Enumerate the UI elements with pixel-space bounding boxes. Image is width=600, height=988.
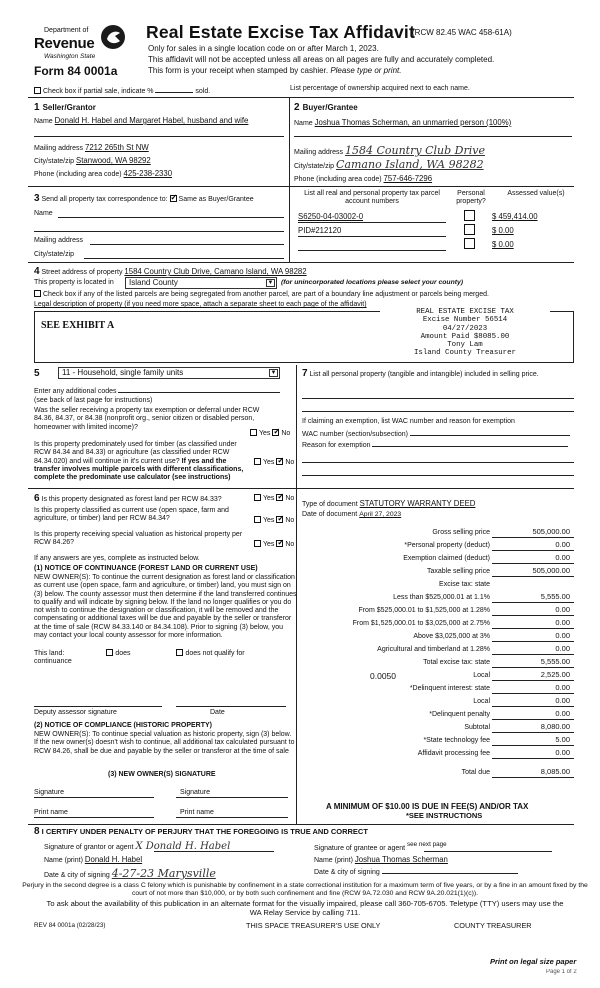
- dropdown-arrow-icon: ▼: [270, 370, 277, 376]
- tax-row: [298, 683, 576, 696]
- tax-row-label: *Delinquent penalty: [429, 711, 490, 718]
- compliance-text: NEW OWNER(S): To continue special valuation as historic property, sign (3) below. If the new owner(s) doesn't wish to continue, all additional tax calculated pursuant to RCW 84.26, shall be due and payable by the seller or transferor at the time of sale: [34, 731, 295, 755]
- continuance-text: NEW OWNER(S): To continue the current designation as forest land or classification as current use (open space, farm and agriculture, or timber) land, you must sign on (3) below. The county assessor must then determine if the land transferred continues to qualify and will indicate by signing below. If the land no longer qualifies or you do not wish to continue the designation or classification, it will be removed and the compensating or additional taxes will be due and payable by the seller or transferor at the time of sale (RCW 84.33.140 or 84.34.108). Prior to signing (3) below, you may contact your local county assessor for more information.: [34, 574, 297, 639]
- county-note: (for unincorporated locations please select your county): [281, 279, 464, 286]
- seller-name-label: Name: [34, 118, 53, 125]
- tax-row-line: [492, 667, 574, 668]
- seller-mail-row: Mailing address 7212 265th St NW: [34, 143, 149, 152]
- tax-row-line: [492, 719, 574, 720]
- tax-row-label: Agricultural and timberland at 1.28%: [377, 646, 490, 653]
- buyer-name-field[interactable]: Joshua Thomas Scherman, an unmarried person (100%): [314, 118, 512, 127]
- grantor-name-row: Name (print) Donald H. Habel: [44, 855, 143, 864]
- buyer-phone-field[interactable]: 757-646-7296: [383, 174, 433, 183]
- tax-row-label: Total due: [461, 769, 490, 776]
- correspondence-row: 3 Send all property tax correspondence to: ✓ Same as Buyer/Grantee: [34, 193, 254, 205]
- parcel-col3-header: Assessed value(s): [507, 190, 565, 197]
- owner-print-label: Print name: [180, 809, 214, 816]
- tax-row-label: Excise tax: state: [439, 581, 490, 588]
- buyer-mail-field[interactable]: 1584 Country Club Drive: [344, 144, 485, 157]
- personal-property-checkbox[interactable]: [464, 238, 475, 249]
- rcw-reference: (RCW 82.45 WAC 458-61A): [412, 28, 512, 37]
- tax-row: [298, 527, 576, 540]
- form-number: Form 84 0001a: [34, 64, 118, 78]
- ownership-note: List percentage of ownership acquired next to each name.: [290, 85, 470, 92]
- tax-row-line: [492, 706, 574, 707]
- tax-row-value[interactable]: 0.00: [555, 605, 570, 614]
- parcel-col2-header: Personal property?: [456, 190, 486, 206]
- grantor-date-city[interactable]: 4-27-23 Marysville: [111, 867, 216, 880]
- section5-num: 5: [34, 368, 40, 379]
- exemption-question: Was the seller receiving a property tax exemption or deferral under RCW 84.36, 84.37, or 84.38 (nonprofit org., senior citizen or disabled person, homeowner with limited income)?: [34, 407, 260, 431]
- historic-question: Is this property receiving special valuation as historical property per RCW 84.26?: [34, 531, 243, 547]
- personal-property-question: 7 List all personal property (tangible and intangible) included in selling price.: [302, 368, 539, 379]
- exemption-no-checkbox[interactable]: [272, 429, 279, 436]
- yes-instruction: If any answers are yes, complete as instructed below.: [34, 555, 200, 562]
- buyer-mail-row: Mailing address 1584 Country Club Drive: [294, 144, 485, 157]
- buyer-heading: 2 Buyer/Grantee: [294, 102, 358, 113]
- forest-answer: Yes ✓ No: [254, 494, 294, 503]
- tax-row: [298, 644, 576, 657]
- tax-row-value[interactable]: 0.00: [555, 644, 570, 653]
- additional-codes-note: (see back of last page for instructions): [34, 397, 153, 404]
- tax-row-value[interactable]: 0.00: [555, 696, 570, 705]
- parcel-row: [298, 238, 578, 250]
- partial-sale-row: [34, 87, 210, 96]
- land-use-value: 11 - Household, single family units: [62, 368, 184, 378]
- parcel-row: [298, 210, 578, 222]
- treasurer-stamp: REAL ESTATE EXCISE TAX Excise Number 56514 04/27/2023 Amount Paid $8085.00 Tony Lam Island County Treasurer: [380, 308, 550, 358]
- tax-row-line: [492, 537, 574, 538]
- tax-row: [298, 566, 576, 579]
- dept-state: Washington State: [44, 53, 96, 60]
- does-qualify-checkbox[interactable]: [106, 649, 113, 656]
- historic-yes-checkbox[interactable]: [254, 540, 261, 547]
- partial-sale-sold: sold.: [195, 88, 211, 95]
- forest-question: 6 Is this property designated as forest land per RCW 84.33?: [34, 493, 222, 504]
- local-rate: 0.0050: [370, 671, 396, 681]
- tax-row: [298, 618, 576, 631]
- street-address-row: 4 Street address of property 1584 Country Club Drive, Camano Island, WA 98282: [34, 266, 307, 277]
- continuance-title: (1) NOTICE OF CONTINUANCE (FOREST LAND OR CURRENT USE): [34, 565, 258, 572]
- assessed-value[interactable]: $ 459,414.00: [492, 212, 538, 221]
- assessed-value[interactable]: $ 0.00: [492, 240, 514, 249]
- treasurer-use-label: THIS SPACE TREASURER'S USE ONLY: [246, 921, 381, 930]
- forest-no-checkbox[interactable]: [276, 494, 283, 501]
- county-value: Island County: [129, 278, 178, 288]
- tax-row-label: Subtotal: [464, 724, 490, 731]
- county-select[interactable]: [125, 277, 277, 289]
- tax-row-line: [492, 758, 574, 759]
- county-label: This property is located in: [34, 279, 114, 286]
- wac-number-row: WAC number (section/subsection): [302, 431, 570, 439]
- historic-answer: Yes ✓ No: [254, 540, 294, 549]
- dept-line2: Revenue: [34, 35, 95, 52]
- tax-row: [298, 631, 576, 644]
- county-treasurer-label: COUNTY TREASURER: [454, 921, 532, 930]
- tax-row-line: [492, 693, 574, 694]
- partial-sale-checkbox[interactable]: [34, 87, 41, 94]
- header-line2: This affidavit will not be accepted unless all areas on all pages are fully and accurately completed.: [148, 55, 495, 64]
- tax-row-line: [492, 654, 574, 655]
- seller-phone-row: Phone (including area code) 425-238-2330: [34, 169, 173, 178]
- tax-row-value[interactable]: 8,080.00: [540, 722, 570, 731]
- minimum-due-note: A MINIMUM OF $10.00 IS DUE IN FEE(S) AND/OR TAX: [326, 802, 529, 811]
- tax-row-value[interactable]: 505,000.00: [532, 566, 570, 575]
- tax-row: [298, 696, 576, 709]
- current-use-question: Is this property classified as current use (open space, farm and agriculture, or timber) land per RCW 84.34?: [34, 507, 229, 523]
- accessibility-notice: To ask about the availability of this publication in an alternate format for the visually impaired, please call 360-705-6705. Teletype (TTY) users may use the WA Relay Service by calling 711.: [46, 899, 564, 917]
- exemption-reason-row: Reason for exemption: [302, 442, 568, 450]
- seller-phone-field[interactable]: 425-238-2330: [123, 169, 173, 178]
- tax-row: [298, 670, 576, 683]
- deputy-date-label: Date: [210, 709, 225, 716]
- grantee-date-row: Date & city of signing: [314, 869, 518, 877]
- seller-name-field[interactable]: Donald H. Habel and Margaret Habel, husband and wife: [54, 116, 249, 125]
- tax-row: [298, 605, 576, 618]
- seller-city-field[interactable]: Stanwood, WA 98292: [76, 156, 151, 165]
- owner-signature-label: Signature: [180, 789, 210, 796]
- tax-row-value[interactable]: 5,555.00: [540, 592, 570, 601]
- land-qualify-row: This land: does does not qualify for: [34, 650, 245, 657]
- exemption-wac-note: If claiming an exemption, list WAC number and reason for exemption: [302, 418, 515, 425]
- tax-row-line: [492, 745, 574, 746]
- doc-date-field[interactable]: April 27, 2023: [359, 511, 402, 518]
- corr-city-label: City/state/zip: [34, 251, 75, 258]
- tax-row-label: Total excise tax: state: [423, 659, 490, 666]
- tax-row-line: [492, 563, 574, 564]
- certify-statement: 8 I CERTIFY UNDER PENALTY OF PERJURY THAT THE FOREGOING IS TRUE AND CORRECT: [34, 826, 368, 837]
- tax-row: [298, 592, 576, 605]
- timber-question: Is this property predominately used for timber (as classified under RCW 84.34 and 84.33) or agriculture (as classified under RCW 84.34.020) and will continue in it's current use? If yes and the transfer involves multiple parcels with different classifications, complete the predominate use calculator (see instructions): [34, 441, 244, 481]
- tax-row: [298, 722, 576, 735]
- tax-row-label: Local: [473, 698, 490, 705]
- grantee-name[interactable]: Joshua Thomas Scherman: [354, 855, 448, 864]
- receipt-note: This form is your receipt when stamped by cashier.: [148, 66, 329, 75]
- see-instructions: *SEE INSTRUCTIONS: [406, 811, 483, 820]
- legal-size-note: Print on legal size paper: [490, 958, 577, 966]
- tax-row-value[interactable]: 0.00: [555, 631, 570, 640]
- owner-print-label: Print name: [34, 809, 68, 816]
- logo-mark-icon: [100, 24, 126, 50]
- segregated-row: Check box if any of the listed parcels are being segregated from another parcel, are part of a boundary line adjustment or parcels being merged.: [34, 290, 584, 299]
- does-not-qualify-checkbox[interactable]: [176, 649, 183, 656]
- parcel-row: [298, 224, 578, 236]
- header-line3: [148, 66, 401, 75]
- historic-no-checkbox[interactable]: [276, 540, 283, 547]
- header-line1: Only for sales in a single location code on or after March 1, 2023.: [148, 44, 379, 53]
- tax-row-line: [492, 732, 574, 733]
- tax-calculation-table: [298, 527, 576, 805]
- compliance-title: (2) NOTICE OF COMPLIANCE (HISTORIC PROPERTY): [34, 722, 212, 729]
- grantee-name-row: Name (print) Joshua Thomas Scherman: [314, 855, 448, 864]
- same-as-buyer-checkbox[interactable]: [170, 195, 177, 202]
- dept-line1: Department of: [44, 27, 89, 34]
- tax-row-label: Above $3,025,000 at 3%: [413, 633, 490, 640]
- tax-row-line: [492, 550, 574, 551]
- tax-row-value[interactable]: 5.00: [555, 735, 570, 744]
- tax-row: [298, 540, 576, 553]
- tax-row-label: Less than $525,000.01 at 1.1%: [393, 594, 490, 601]
- form-title: Real Estate Excise Tax Affidavit: [146, 22, 416, 42]
- grantee-signature[interactable]: see next page: [407, 841, 447, 848]
- tax-row-line: [492, 628, 574, 629]
- doc-date-row: Date of document April 27, 2023: [302, 511, 402, 518]
- timber-yes-checkbox[interactable]: [254, 458, 261, 465]
- current-use-yes-checkbox[interactable]: [254, 516, 261, 523]
- current-use-answer: Yes ✓ No: [254, 516, 294, 525]
- buyer-city-field[interactable]: Camano Island, WA 98282: [336, 158, 484, 171]
- tax-row: [298, 657, 576, 670]
- tax-row: [298, 748, 576, 761]
- tax-row-label: Taxable selling price: [426, 568, 490, 575]
- seller-mail-field[interactable]: 7212 265th St NW: [84, 143, 149, 152]
- parcel-number[interactable]: PID#212120: [298, 226, 342, 235]
- parcel-number[interactable]: S6250-04-03002-0: [298, 212, 364, 221]
- tax-row-line: [492, 602, 574, 603]
- buyer-phone-row: Phone (including area code) 757-646-7296: [294, 174, 433, 183]
- land-use-select[interactable]: [58, 367, 280, 379]
- tax-row-value[interactable]: 8,085.00: [540, 767, 570, 776]
- segregated-checkbox[interactable]: [34, 290, 41, 297]
- seller-heading: 1 Seller/Grantor: [34, 102, 96, 113]
- deputy-signature-label: Deputy assessor signature: [34, 709, 117, 716]
- tax-row-value[interactable]: 0.00: [555, 709, 570, 718]
- tax-row-value[interactable]: 0.00: [555, 553, 570, 562]
- tax-row-line: [492, 615, 574, 616]
- print-note: Please type or print.: [330, 66, 402, 75]
- current-use-no-checkbox[interactable]: [276, 516, 283, 523]
- grantor-signature[interactable]: X Donald H. Habel: [135, 841, 231, 852]
- assessed-value[interactable]: $ 0.00: [492, 226, 514, 235]
- tax-row-value[interactable]: 0.00: [555, 748, 570, 757]
- legal-description-label: Legal description of property (if you need more space, attach a separate sheet to each page of the affidavit): [34, 301, 367, 308]
- tax-row: [298, 767, 576, 780]
- perjury-notice: Perjury in the second degree is a class C felony which is punishable by confinement in a state correctional institution for a maximum term of five years, or by a fine in an amount fixed by the court of not more than $10,000, or by both such confinement and fine (RCW 9A.72.030 and RCW 9A.20.021(1)(c)).: [22, 882, 588, 898]
- grantor-date-row: Date & city of signing 4-27-23 Marysville: [44, 867, 216, 880]
- tax-row-label: Affidavit processing fee: [417, 750, 490, 757]
- page-number: Page 1 of 2: [546, 969, 577, 975]
- legal-description-text: SEE EXHIBIT A: [41, 320, 115, 331]
- doc-type-row: Type of document STATUTORY WARRANTY DEED: [302, 499, 476, 508]
- tax-row-value[interactable]: 0.00: [555, 683, 570, 692]
- exemption-yes-checkbox[interactable]: [250, 429, 257, 436]
- new-owner-sig-title: (3) NEW OWNER(S) SIGNATURE: [108, 771, 216, 778]
- tax-row-value[interactable]: 505,000.00: [532, 527, 570, 536]
- tax-row: [298, 709, 576, 722]
- timber-answer: Yes ✓ No: [254, 458, 294, 467]
- doc-type-field[interactable]: STATUTORY WARRANTY DEED: [359, 499, 476, 508]
- tax-row-value[interactable]: 5,555.00: [540, 657, 570, 666]
- grantor-signature-row: Signature of grantor or agent X Donald H. Habel: [44, 841, 231, 852]
- forest-yes-checkbox[interactable]: [254, 494, 261, 501]
- tax-row-label: *Personal property (deduct): [404, 542, 490, 549]
- tax-row-label: *Delinquent interest: state: [409, 685, 490, 692]
- tax-row: [298, 579, 576, 592]
- tax-row-line: [492, 641, 574, 642]
- continuance-word: continuance: [34, 658, 72, 665]
- tax-row-line: [492, 576, 574, 577]
- grantor-name[interactable]: Donald H. Habel: [84, 855, 143, 864]
- exemption-answer: Yes ✓ No: [250, 429, 290, 438]
- tax-row-label: *State technology fee: [423, 737, 490, 744]
- grantee-signature-row: Signature of grantee or agent see next page: [314, 841, 447, 852]
- tax-row-value[interactable]: 2,525.00: [540, 670, 570, 679]
- partial-sale-label: Check box if partial sale, indicate %: [43, 88, 154, 95]
- tax-row-label: From $525,000.01 to $1,525,000 at 1.28%: [358, 607, 490, 614]
- parcel-col1-header: List all real and personal property tax parcel account numbers: [304, 190, 440, 206]
- tax-row-label: From $1,525,000.01 to $3,025,000 at 2.75%: [352, 620, 490, 627]
- tax-row-label: Exemption claimed (deduct): [403, 555, 490, 562]
- seller-city-row: City/state/zip Stanwood, WA 98292: [34, 156, 151, 165]
- additional-codes-row: Enter any additional codes: [34, 388, 280, 396]
- corr-mail-label: Mailing address: [34, 237, 84, 244]
- personal-property-checkbox[interactable]: [464, 210, 475, 221]
- tax-row: [298, 553, 576, 566]
- owner-signature-label: Signature: [34, 789, 64, 796]
- tax-row-label: Local: [473, 672, 490, 679]
- street-address-field[interactable]: 1584 Country Club Drive, Camano Island, WA 98282: [124, 267, 307, 276]
- corr-name-label: Name: [34, 210, 53, 217]
- tax-row-label: Gross selling price: [432, 529, 490, 536]
- buyer-city-row: City/state/zip Camano Island, WA 98282: [294, 158, 484, 171]
- revision-label: REV 84 0001a (02/28/23): [34, 922, 106, 929]
- dropdown-arrow-icon: ▼: [267, 280, 274, 286]
- tax-row-value[interactable]: 0.00: [555, 618, 570, 627]
- tax-row-line: [492, 777, 574, 778]
- tax-row: [298, 735, 576, 748]
- buyer-name-row: Name Joshua Thomas Scherman, an unmarried person (100%): [294, 118, 512, 127]
- personal-property-checkbox[interactable]: [464, 224, 475, 235]
- seller-name-row: [34, 116, 286, 126]
- timber-no-checkbox[interactable]: [276, 458, 283, 465]
- tax-row-value[interactable]: 0.00: [555, 540, 570, 549]
- tax-row-line: [492, 680, 574, 681]
